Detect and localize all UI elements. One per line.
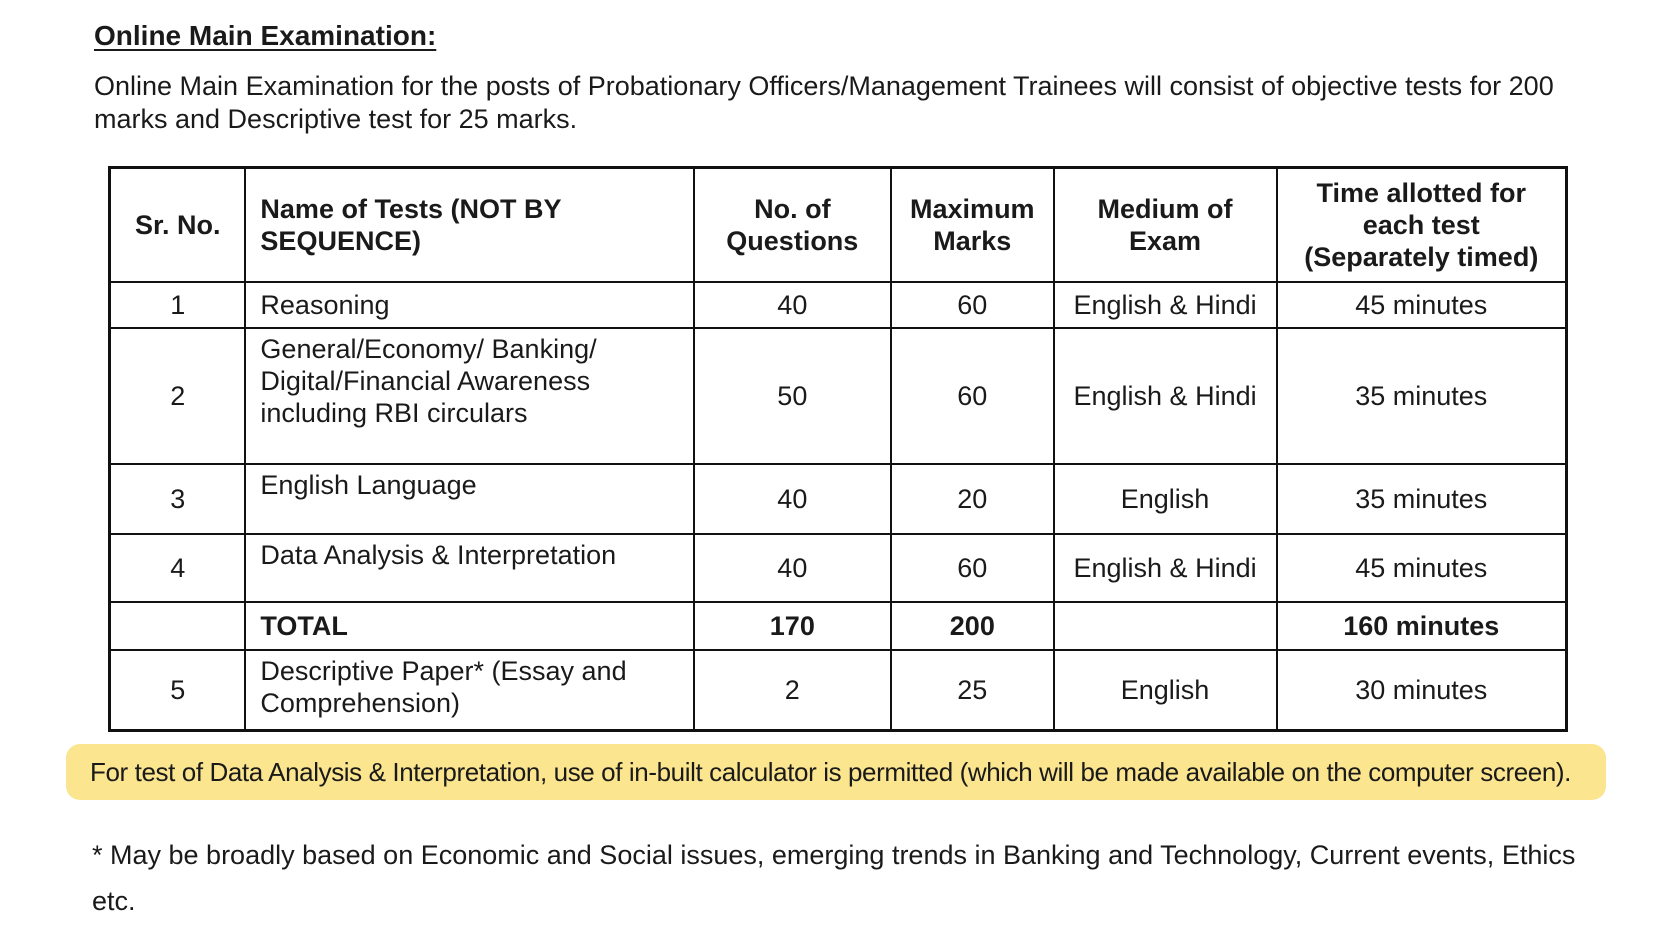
cell-medium: English & Hindi: [1054, 534, 1277, 602]
cell-total-medium: [1054, 602, 1277, 650]
cell-test-name: Reasoning: [245, 282, 693, 328]
cell-sr: 3: [110, 464, 246, 534]
cell-marks: 60: [891, 328, 1053, 464]
cell-test-name: General/Economy/ Banking/ Digital/Financial Awareness including RBI circulars: [245, 328, 693, 464]
table-row: [110, 282, 1567, 328]
header-questions: No. of Questions: [694, 168, 892, 283]
cell-total-marks: 200: [891, 602, 1053, 650]
cell-time: 30 minutes: [1277, 650, 1567, 731]
cell-sr: 1: [110, 282, 246, 328]
cell-test-name: Data Analysis & Interpretation: [245, 534, 693, 602]
footnote: * May be broadly based on Economic and Social issues, emerging trends in Banking and Technology, Current events, Ethics etc.: [92, 840, 1576, 916]
cell-questions: 40: [694, 534, 892, 602]
header-sr-no: Sr. No.: [110, 168, 246, 283]
cell-medium: English & Hindi: [1054, 282, 1277, 328]
cell-time: 35 minutes: [1277, 464, 1567, 534]
cell-test-name: English Language: [245, 464, 693, 534]
cell-sr: 2: [110, 328, 246, 464]
cell-sr: 4: [110, 534, 246, 602]
cell-test-name: Descriptive Paper* (Essay and Comprehension): [245, 650, 693, 731]
table-row-descriptive: [110, 650, 1567, 731]
table-row: [110, 534, 1567, 602]
cell-time: 45 minutes: [1277, 282, 1567, 328]
intro-paragraph: Online Main Examination for the posts of Probationary Officers/Management Trainees will consist of objective tests for 200 marks and Descriptive test for 25 marks.: [94, 71, 1554, 134]
cell-medium: English: [1054, 464, 1277, 534]
cell-marks: 60: [891, 534, 1053, 602]
cell-sr: [110, 602, 246, 650]
cell-questions: 2: [694, 650, 892, 731]
cell-marks: 20: [891, 464, 1053, 534]
cell-questions: 40: [694, 464, 892, 534]
cell-sr: 5: [110, 650, 246, 731]
table-total-row: [110, 602, 1567, 650]
cell-marks: 60: [891, 282, 1053, 328]
cell-time: 45 minutes: [1277, 534, 1567, 602]
cell-marks: 25: [891, 650, 1053, 731]
calculator-note-highlight: For test of Data Analysis & Interpretation, use of in-built calculator is permitted (which will be made available on the computer screen).: [66, 744, 1606, 800]
cell-medium: English: [1054, 650, 1277, 731]
table-row: [110, 328, 1567, 464]
table-row: [110, 464, 1567, 534]
cell-total-label: TOTAL: [245, 602, 693, 650]
cell-questions: 50: [694, 328, 892, 464]
section-heading: Online Main Examination:: [94, 20, 437, 51]
cell-medium: English & Hindi: [1054, 328, 1277, 464]
cell-total-time: 160 minutes: [1277, 602, 1567, 650]
header-medium: Medium of Exam: [1054, 168, 1277, 283]
header-time: Time allotted for each test (Separately timed): [1277, 168, 1567, 283]
table-header-row: [110, 168, 1567, 283]
exam-pattern-table: [108, 166, 1568, 732]
cell-time: 35 minutes: [1277, 328, 1567, 464]
cell-questions: 40: [694, 282, 892, 328]
header-max-marks: Maximum Marks: [891, 168, 1053, 283]
cell-total-questions: 170: [694, 602, 892, 650]
header-test-name: Name of Tests (NOT BY SEQUENCE): [245, 168, 693, 283]
